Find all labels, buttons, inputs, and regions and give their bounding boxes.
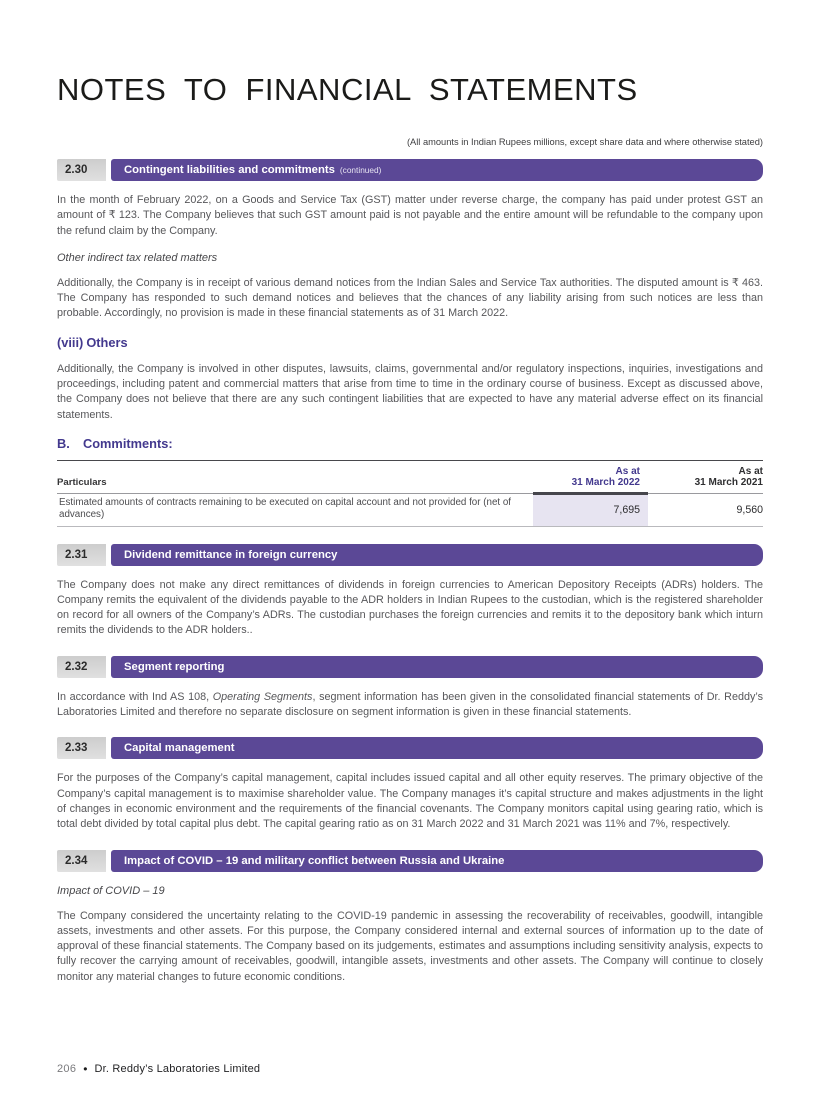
date-2021: 31 March 2021 xyxy=(694,477,763,489)
footer-bullet: • xyxy=(83,1062,88,1076)
subheading-covid-impact: Impact of COVID – 19 xyxy=(57,884,165,897)
row-value-2022: 7,695 xyxy=(533,494,648,526)
document-page xyxy=(0,72,820,1109)
others-numbering: (viii) xyxy=(57,334,84,350)
section-2-34-header xyxy=(57,850,763,872)
section-2-31-header xyxy=(57,544,763,566)
as-at-label-2021: As at xyxy=(738,465,763,477)
segment-text-after: , segment information has been given in the consolidated financial statements of Dr. Reddy’s Laboratories Limited and therefore no separate disclosure on segment information is given in these financial statements. xyxy=(57,690,763,719)
heading-others xyxy=(57,335,763,350)
paragraph-dividend-remittance: The Company does not make any direct remittances of dividends in foreign currencies to American Depository Receipts (ADRs) holders. The Company remits the equivalent of the dividends payable to the ADR holders in Indian Rupees to the custodian, which is the registered shareholder on record for all owners of the Company’s ADRs. The custodian purchases the foreign currencies and remits it to the depository bank which inturn remits the dividends to the ADR holders.. xyxy=(57,578,763,637)
page-title: NOTES TO FINANCIAL STATEMENTS xyxy=(57,72,638,107)
page-footer xyxy=(57,1062,260,1076)
column-header-2022 xyxy=(533,466,648,489)
row-label: Estimated amounts of contracts remaining to be executed on capital account and not provided for (net of advances) xyxy=(59,496,512,521)
section-number: 2.31 xyxy=(57,544,106,566)
others-label: Others xyxy=(86,334,128,350)
segment-standard-name: Operating Segments xyxy=(212,690,313,703)
column-header-2021 xyxy=(648,466,763,489)
section-title: Contingent liabilities and commitments xyxy=(124,164,335,176)
heading-commitments xyxy=(57,436,763,451)
as-at-label-2022: As at xyxy=(615,465,640,477)
section-title: Capital management xyxy=(124,742,235,755)
section-number: 2.33 xyxy=(57,737,106,759)
commitments-label: Commitments: xyxy=(83,435,173,451)
section-title: Dividend remittance in foreign currency xyxy=(124,548,338,561)
section-title-suffix: (continued) xyxy=(339,165,382,175)
section-title-bar xyxy=(111,159,763,181)
section-title-bar xyxy=(111,544,763,566)
commitments-table xyxy=(57,460,763,527)
amounts-note: (All amounts in Indian Rupees millions, except share data and where otherwise stated) xyxy=(406,137,763,147)
section-title-bar xyxy=(111,656,763,678)
section-title: Impact of COVID – 19 and military conflict between Russia and Ukraine xyxy=(124,854,505,867)
section-title-bar xyxy=(111,850,763,872)
row-value-2021: 9,560 xyxy=(736,503,763,516)
header-underline-2022 xyxy=(533,492,648,495)
commitments-letter: B. xyxy=(57,435,70,451)
section-number: 2.30 xyxy=(57,159,106,181)
table-header-row xyxy=(57,461,763,494)
company-name: Dr. Reddy’s Laboratories Limited xyxy=(94,1063,261,1075)
segment-text-before: In accordance with Ind AS 108, xyxy=(57,690,213,703)
section-2-32-header xyxy=(57,656,763,678)
section-2-30-header xyxy=(57,159,763,181)
page-content xyxy=(0,72,820,985)
table-row xyxy=(57,494,763,527)
date-2022: 31 March 2022 xyxy=(571,477,640,489)
paragraph-gst: In the month of February 2022, on a Goods and Service Tax (GST) matter under reverse charge, the company has paid under protest GST an amount of ₹ 123. The Company believes that such GST amount paid is not payable and the entire amount will be refundable to the company upon the refund claim by the Company. xyxy=(57,194,763,237)
column-header-particulars: Particulars xyxy=(57,476,107,488)
paragraph-segment-reporting xyxy=(57,690,763,721)
section-number: 2.34 xyxy=(57,850,106,872)
section-number: 2.32 xyxy=(57,656,106,678)
page-number: 206 xyxy=(57,1063,77,1075)
paragraph-capital-management: For the purposes of the Company’s capital management, capital includes issued capital and all other equity reserves. The primary objective of the Company’s capital management is to maximise shareholder value. The Company manages it’s capital structure and makes adjustments in the light of changes in economic environment and the requirements of the financial covenants. The Company monitors capital using gearing ratio, which is total debt divided by total capital plus debt. The capital gearing ratio as on 31 March 2022 and 31 March 2021 was 11% and 7%, respectively. xyxy=(57,772,763,831)
section-2-33-header xyxy=(57,737,763,759)
paragraph-covid-impact: The Company considered the uncertainty relating to the COVID-19 pandemic in assessing the recoverability of receivables, goodwill, intangible assets, investments and other assets. For this purpose, the Company considered internal and external sources of information up to the date of approval of these financial statements. The Company based on its judgements, estimates and assumptions including sensitivity analysis, expects to fully recover the carrying amount of receivables, goodwill, intangible assets, investments and other assets. The Company will continue to closely monitor any material changes to future economic conditions. xyxy=(57,909,763,983)
paragraph-demand-notices: Additionally, the Company is in receipt of various demand notices from the Indian Sales and Service Tax authorities. The disputed amount is ₹ 463. The Company has responded to such demand notices and believes that the chances of any liability arising from such notices are less than probable. Accordingly, no provision is made in these financial statements as of 31 March 2022. xyxy=(57,276,763,320)
section-title-bar xyxy=(111,737,763,759)
subheading-indirect-tax: Other indirect tax related matters xyxy=(57,251,218,264)
paragraph-others: Additionally, the Company is involved in other disputes, lawsuits, claims, governmental and/or regulatory inspections, inquiries, investigations and proceedings, including patent and commercial matters that arise from time to time in the ordinary course of business. Except as discussed above, the Company does not believe that there are any such contingent liabilities that are expected to have any material adverse effect on its financial statements. xyxy=(57,362,763,421)
section-title: Segment reporting xyxy=(124,660,225,673)
